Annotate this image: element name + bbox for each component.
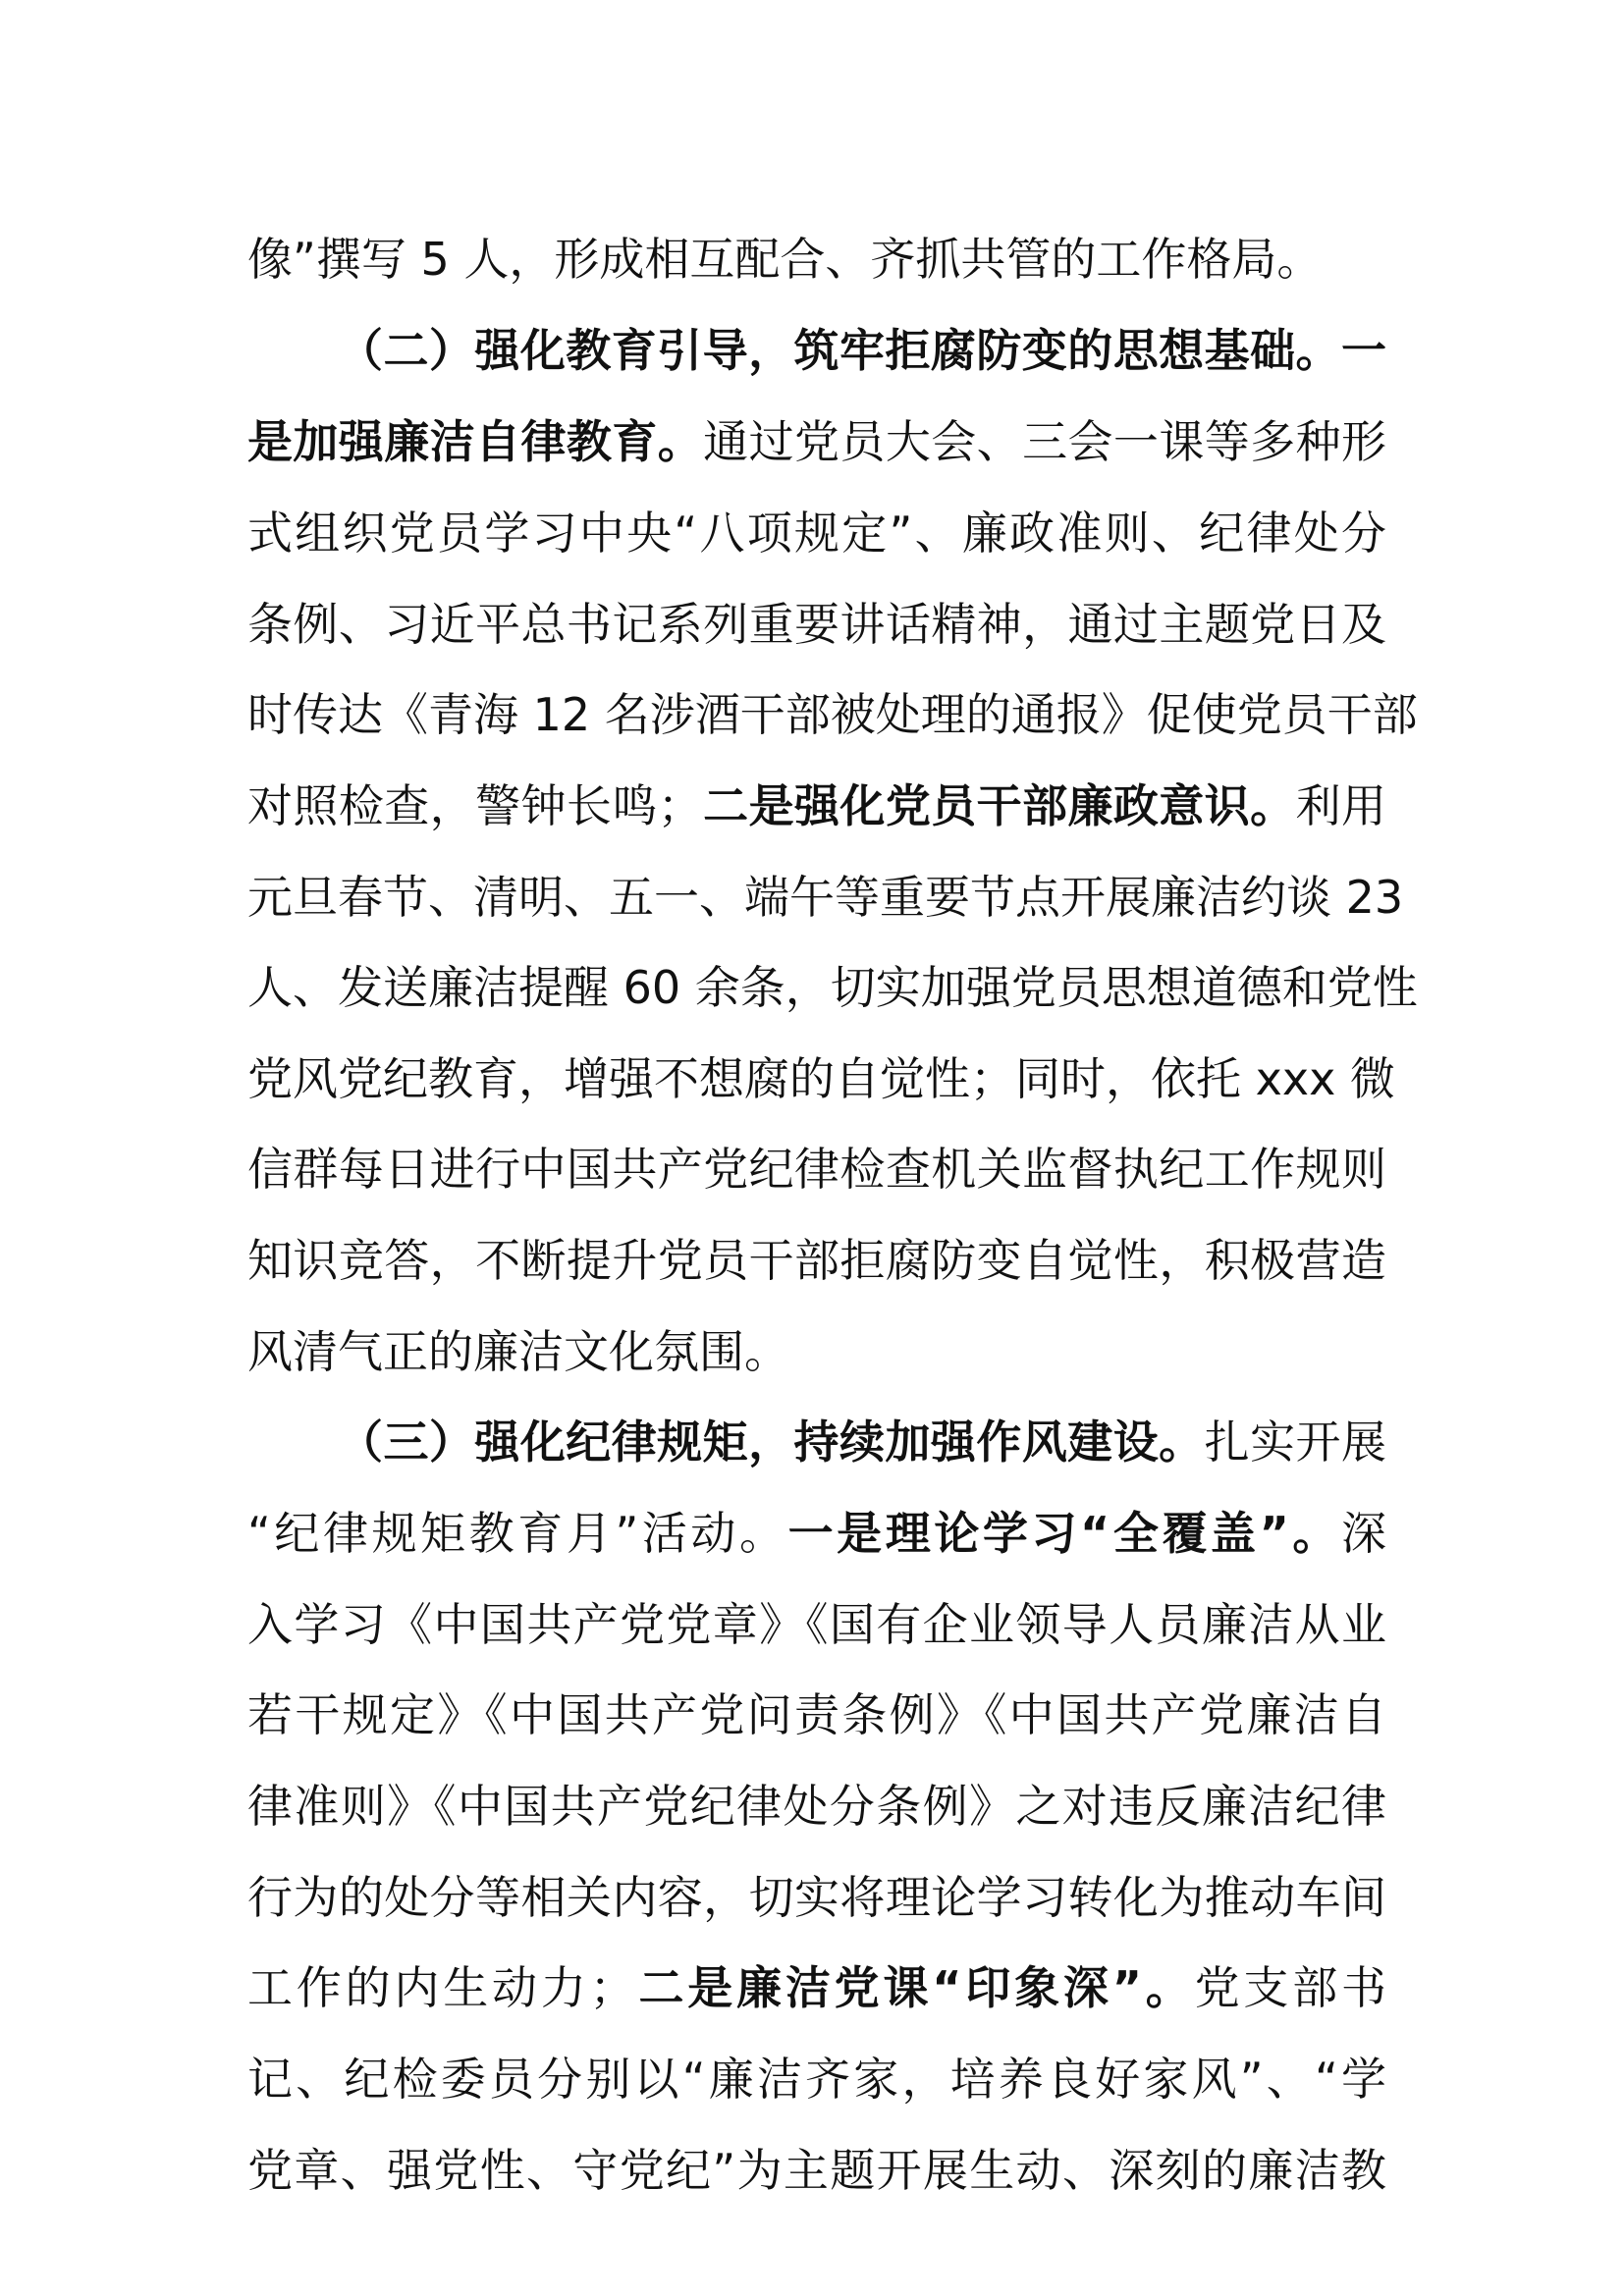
- bold-text-segment: 二是强化党员干部廉政意识。: [702, 779, 1296, 832]
- text-segment: 党章、强党性、守党纪”为主题开展生动、深刻的廉洁教: [247, 2144, 1386, 2197]
- text-segment: 条例、习近平总书记系列重要讲话精神，通过主题党日及: [247, 598, 1386, 651]
- text-segment: 知识竞答，不断提升党员干部拒腐防变自觉性，积极营造: [247, 1234, 1386, 1287]
- paragraph-line: [247, 1499, 1386, 1568]
- paragraph-line: [247, 953, 1418, 1022]
- paragraph-line: [247, 1590, 1386, 1659]
- text-segment: 元旦春节、清明、五一、端午等重要节点开展廉洁约谈 23: [247, 871, 1404, 924]
- paragraph-line: [247, 1135, 1386, 1203]
- paragraph-line: [247, 407, 1386, 476]
- text-segment: 信群每日进行中国共产党纪律检查机关监督执纪工作规则: [247, 1143, 1386, 1196]
- paragraph-line: [247, 590, 1386, 659]
- paragraph-line: [247, 680, 1418, 749]
- text-segment: 时传达《青海 12 名涉酒干部被处理的通报》促使党员干部: [247, 688, 1418, 741]
- paragraph-line: [247, 1681, 1386, 1749]
- text-segment: 党支部书: [1194, 1961, 1387, 2014]
- text-segment: 对照检查，警钟长鸣；: [247, 779, 703, 832]
- paragraph-line: [247, 1863, 1386, 1932]
- text-segment: 若干规定》《中国共产党问责条例》《中国共产党廉洁自: [247, 1688, 1386, 1741]
- text-segment: 人、发送廉洁提醒 60 余条，切实加强党员思想道德和党性: [247, 961, 1418, 1014]
- text-segment: 党风党纪教育，增强不想腐的自觉性；同时，依托 xxx 微: [247, 1052, 1395, 1105]
- text-segment: 利用: [1295, 779, 1387, 832]
- text-segment: 律准则》《中国共产党纪律处分条例》之对违反廉洁纪律: [247, 1780, 1386, 1833]
- bold-text-segment: 是加强廉洁自律教育。: [247, 415, 704, 468]
- paragraph-line: [247, 225, 1386, 294]
- paragraph-line: [247, 1953, 1386, 2022]
- bold-text-segment: 二是廉洁党课“印象深”。: [634, 1961, 1195, 2014]
- paragraph-line: [247, 772, 1386, 840]
- paragraph-line: [247, 1044, 1395, 1113]
- text-segment: 记、纪检委员分别以“廉洁齐家，培养良好家风”、“学: [247, 2053, 1386, 2106]
- paragraph-line: [247, 1317, 1386, 1386]
- paragraph-line: [247, 1226, 1386, 1295]
- section-heading-line: [338, 1408, 1386, 1476]
- text-segment: “纪律规矩教育月”活动。: [247, 1507, 788, 1560]
- section-heading: （三）强化纪律规矩，持续加强作风建设。: [338, 1415, 1205, 1468]
- paragraph-line: [247, 2045, 1386, 2113]
- text-segment: 扎实开展: [1204, 1415, 1387, 1468]
- paragraph-line: [247, 499, 1386, 567]
- text-segment: 通过党员大会、三会一课等多种形: [703, 415, 1387, 468]
- paragraph-line: [247, 1772, 1386, 1841]
- paragraph-line: [247, 863, 1404, 932]
- section-heading: （二）强化教育引导，筑牢拒腐防变的思想基础。一: [338, 324, 1386, 377]
- text-segment: 深: [1341, 1507, 1386, 1560]
- text-segment: 入学习《中国共产党党章》《国有企业领导人员廉洁从业: [247, 1598, 1386, 1651]
- text-segment: 行为的处分等相关内容，切实将理论学习转化为推动车间: [247, 1871, 1386, 1924]
- text-segment: 像”撰写 5 人，形成相互配合、齐抓共管的工作格局。: [247, 233, 1323, 286]
- text-segment: 风清气正的廉洁文化氛围。: [247, 1325, 789, 1378]
- text-segment: 式组织党员学习中央“八项规定”、廉政准则、纪律处分: [247, 507, 1386, 560]
- paragraph-line: [247, 2136, 1386, 2205]
- text-segment: 工作的内生动力；: [247, 1961, 635, 2014]
- section-heading-line: [338, 316, 1386, 385]
- bold-text-segment: 一是理论学习“全覆盖”。: [787, 1507, 1341, 1560]
